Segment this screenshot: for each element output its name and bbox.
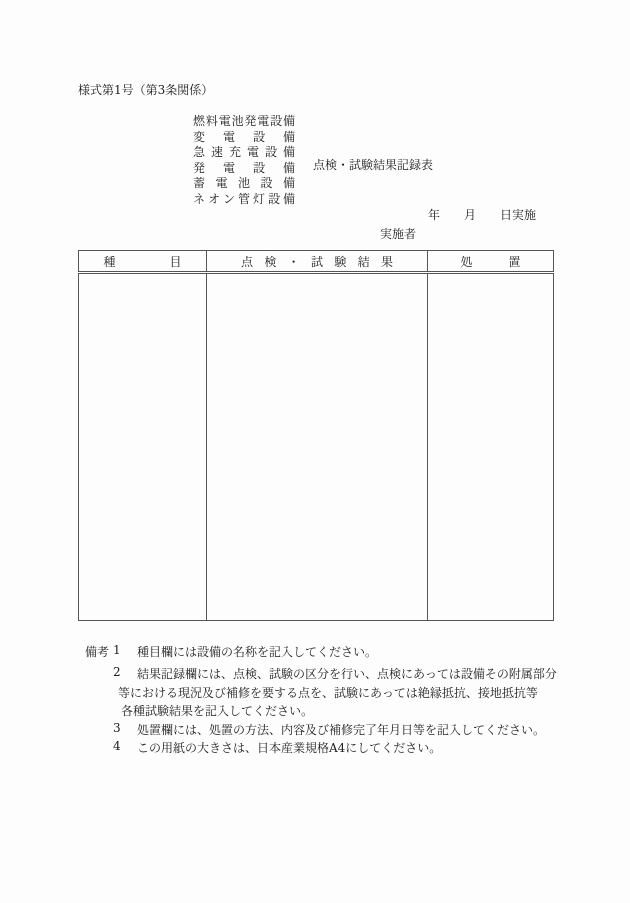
notes-label: 備考	[85, 645, 110, 659]
note-2-text-line-1: 結果記録欄には、点検、試験の区分を行い、点検にあっては設備その附属部分	[137, 667, 557, 681]
equipment-type-fuel-cell: 燃料電池発電設備	[193, 114, 295, 128]
col-header-results	[207, 251, 428, 273]
equipment-type-list	[193, 114, 295, 207]
note-1-text: 種目欄には設備の名称を記入してください。	[137, 645, 378, 659]
form-number: 様式第1号（第3条関係）	[78, 83, 214, 97]
table-body-row	[79, 273, 554, 621]
note-4-text: この用紙の大きさは、日本産業規格A4にしてください。	[137, 741, 442, 755]
note-2-text-line-2: 等における現況及び補修を要する点を、試験にあっては絶縁抵抗、接地抵抗等	[118, 686, 538, 700]
equipment-type-quick-charge: 急速充電設備	[193, 145, 295, 159]
table-header-row	[79, 251, 554, 273]
col-header-results-label: 点検・試験結果	[241, 254, 393, 269]
category-cell	[79, 273, 207, 621]
note-3-text: 処置欄には、処置の方法、内容及び補修完了年月日等を記入してください。	[137, 723, 546, 737]
document-title: 点検・試験結果記録表	[313, 158, 434, 172]
note-3-number: 3	[113, 721, 121, 735]
equipment-type-generator: 発電設備	[193, 160, 295, 175]
col-header-category	[79, 251, 207, 273]
equipment-type-storage-battery: 蓄電池設備	[193, 176, 295, 190]
note-2-number: 2	[113, 665, 121, 679]
note-4-number: 4	[113, 739, 121, 753]
action-cell	[428, 273, 554, 621]
implementation-date-line: 年 月 日実施	[428, 208, 537, 222]
record-table	[78, 250, 554, 621]
note-2-text-line-3: 各種試験結果を記入してください。	[121, 704, 314, 718]
equipment-type-neon-lamp: ネオン管灯設備	[193, 191, 295, 206]
col-header-action-label: 処置	[460, 254, 521, 269]
note-1-number: 1	[113, 643, 121, 657]
results-cell	[207, 273, 428, 621]
implementer-label: 実施者	[380, 227, 417, 241]
col-header-category-label: 種目	[103, 254, 182, 269]
col-header-action	[428, 251, 554, 273]
equipment-type-substation: 変電設備	[193, 129, 295, 144]
